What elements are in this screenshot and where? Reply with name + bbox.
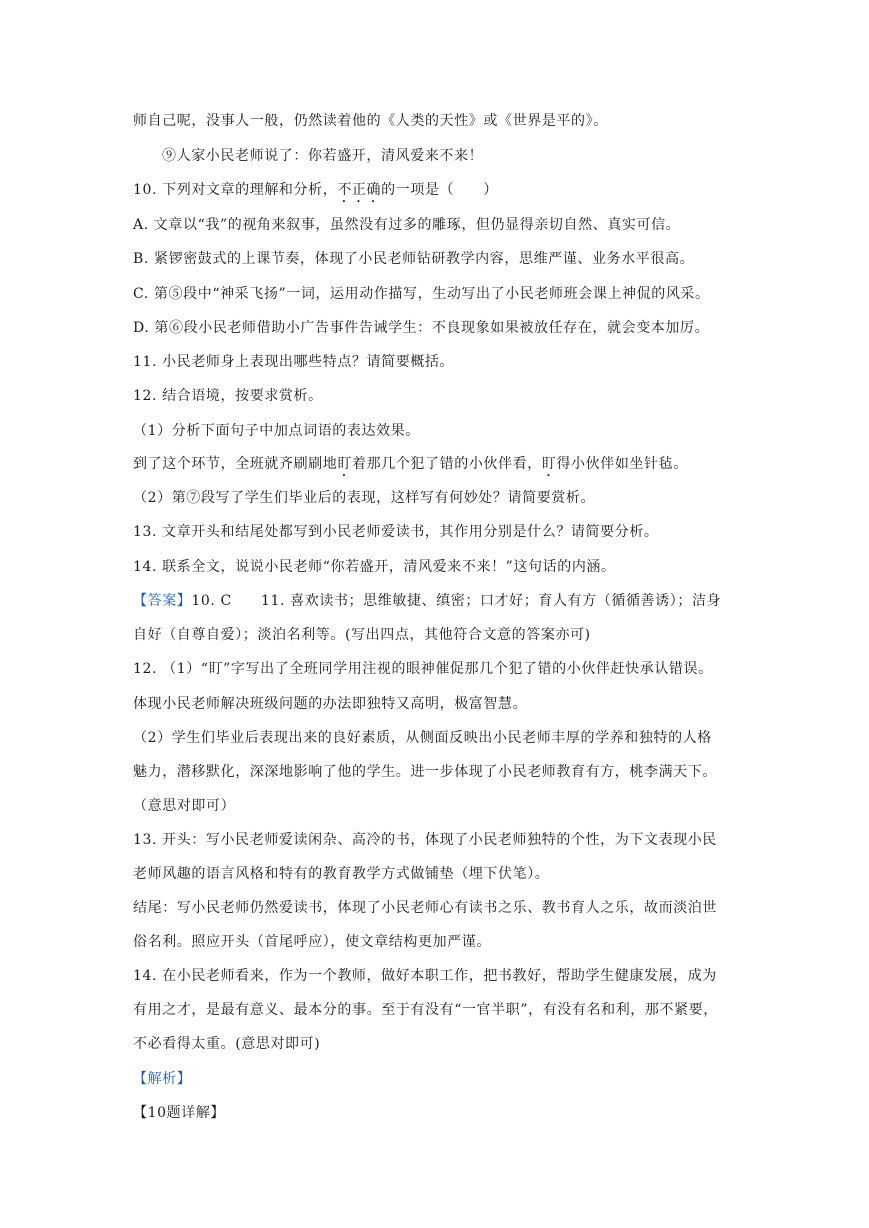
question-13: 13. 文章开头和结尾处都写到小民老师爱读书，其作用分别是什么？请简要分析。 (133, 524, 659, 540)
answer-line: 结尾：写小民老师仍然爱读书，体现了小民老师心有读书之乐、教书育人之乐，故而淡泊世 (133, 900, 717, 916)
answer-tag: 【答案】 (133, 593, 192, 609)
passage-paragraph-9: ⑨人家小民老师说了：你若盛开，清风爱来不来！ (162, 148, 484, 164)
question-14: 14. 联系全文，说说小民老师“你若盛开，清风爱来不来！”这句话的内涵。 (133, 559, 616, 575)
answer-line: 俗名利。照应开头（首尾呼应），使文章结构更加严谨。 (133, 934, 491, 950)
option-b: B. 紧锣密鼓式的上课节奏，体现了小民老师钻研教学内容，思维严谨、业务水平很高。 (133, 251, 695, 267)
answer-line: 老师风趣的语言风格和特有的教育教学方式做铺垫（埋下伏笔）。 (133, 866, 550, 882)
answer-line: 魅力，潜移默化，深深地影响了他的学生。进一步体现了小民老师教育有方，桃李满天下。 (133, 764, 717, 780)
question-12-part-1: （1）分析下面句子中加点词语的表达效果。 (133, 423, 420, 439)
question-10-emphasis: 不正确 (337, 182, 382, 198)
answer-line: （意思对即可） (133, 798, 236, 814)
answer-line: 自好（自尊自爱）；淡泊名利等。(写出四点，其他符合文意的答案亦可) (133, 627, 591, 643)
question-10-detail-heading: 【10题详解】 (133, 1105, 226, 1121)
option-a: A. 文章以“我”的视角来叙事，虽然没有过多的雕琢，但仍显得亲切自然、真实可信。 (133, 217, 681, 233)
quoted-sentence (133, 454, 688, 474)
answer-line: 13. 开头：写小民老师爱读闲杂、高冷的书，体现了小民老师独特的个性，为下文表现小民 (133, 832, 717, 848)
quoted-sentence-part: 得小伙伴如坐针毡。 (556, 456, 688, 472)
answer-line: （2）学生们毕业后表现出来的良好素质，从侧面反映出小民老师丰厚的学养和独特的人格 (133, 730, 712, 746)
passage-line: 师自己呢，没事人一般，仍然读着他的《人类的天性》或《世界是平的》。 (133, 113, 608, 129)
emphasized-word: 盯 (337, 456, 353, 472)
emphasized-word: 盯 (541, 456, 557, 472)
question-11: 11. 小民老师身上表现出哪些特点？请简要概括。 (133, 354, 455, 370)
quoted-sentence-part: 到了这个环节，全班就齐刷刷地 (133, 456, 338, 472)
quoted-sentence-part: 着那几个犯了错的小伙伴看， (352, 456, 542, 472)
answer-line: 不必看得太重。(意思对即可) (133, 1036, 321, 1052)
answer-line: 体现小民老师解决班级问题的办法即独特又高明，极富智慧。 (133, 696, 528, 712)
question-10-suffix: 的一项是（ ） (381, 182, 498, 198)
answer-text: 10. C 11. 喜欢读书；思维敏捷、缜密；口才好；育人有方（循循善诱）；洁身 (191, 593, 722, 609)
answer-line: 12. （1）“盯”字写出了全班同学用注视的眼神催促那几个犯了错的小伙伴赶快承认错误。 (133, 661, 713, 677)
option-d: D. 第⑥段小民老师借助小广告事件告诫学生：不良现象如果被放任存在，就会变本加厉。 (133, 320, 710, 336)
option-c: C. 第⑤段中“神采飞扬”一词，运用动作描写，生动写出了小民老师班会课上神侃的风采。 (133, 286, 710, 302)
question-10-prefix: 10. 下列对文章的理解和分析， (133, 182, 338, 198)
answer-line (133, 591, 721, 611)
answer-line: 有用之才，是最有意义、最本分的事。至于有没有“一官半职”，有没有名和利，那不紧要， (133, 1002, 718, 1018)
question-12: 12. 结合语境，按要求赏析。 (133, 388, 323, 404)
question-12-part-2: （2）第⑦段写了学生们毕业后的表现，这样写有何妙处？请简要赏析。 (133, 490, 596, 506)
answer-line: 14. 在小民老师看来，作为一个教师，做好本职工作，把书教好，帮助学生健康发展，成为 (133, 968, 717, 984)
question-10 (133, 180, 498, 200)
analysis-heading: 【解析】 (133, 1071, 192, 1087)
